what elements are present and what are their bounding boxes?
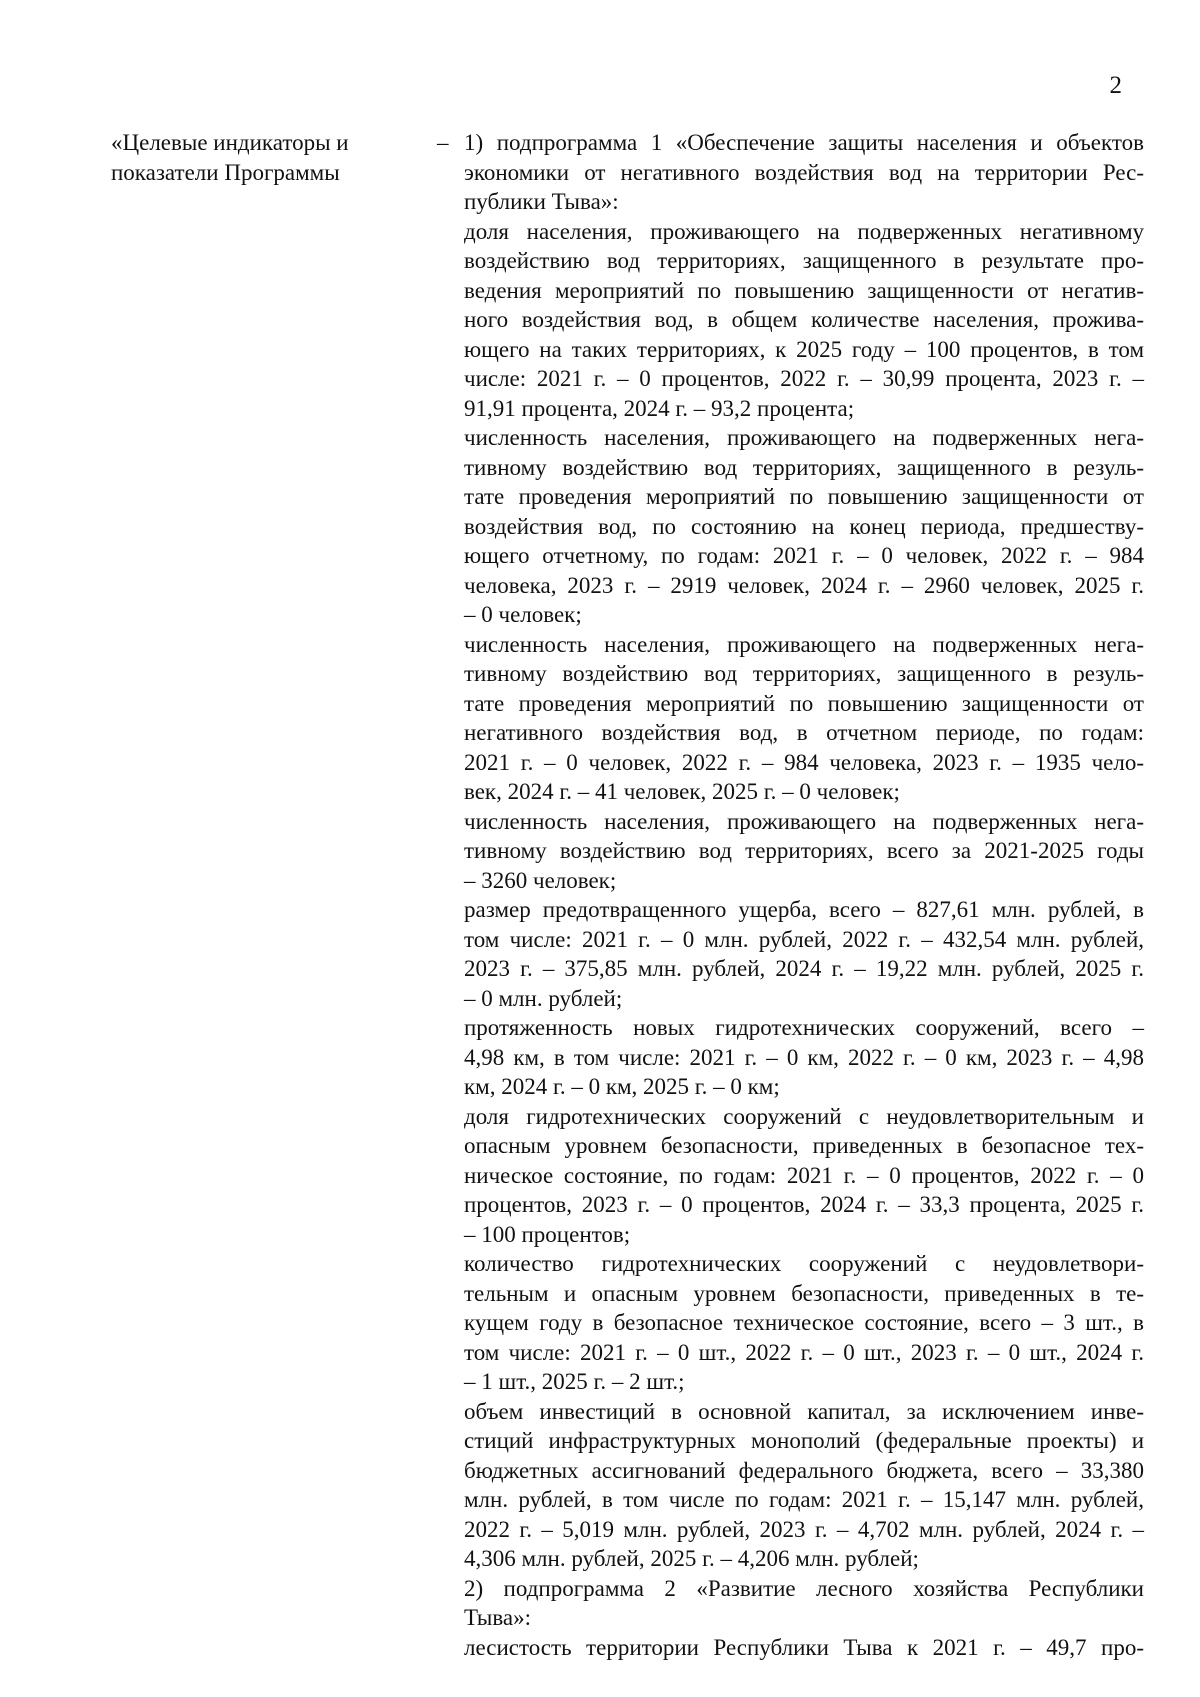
text-line: – 100 процентов; (464, 1221, 631, 1247)
text-line: 2) подпрограмма 2 «Развитие лесного хозяйства Республики (464, 1575, 1144, 1601)
text-line: воздействию вод территориях, защищенного в результате про- (464, 248, 1144, 273)
text-line: воздействия вод, по состоянию на конец периода, предшеству- (464, 513, 1144, 539)
text-line: век, 2024 г. – 41 человек, 2025 г. – 0 человек; (464, 779, 900, 804)
text-line: протяженность новых гидротехнических сооружений, всего – (464, 1015, 1144, 1040)
section-label-line: «Целевые индикаторы и (111, 130, 349, 155)
text-line: численность населения, проживающего на подверженных нега- (464, 808, 1144, 834)
text-line: количество гидротехнических сооружений с неудовлетвори- (464, 1251, 1144, 1276)
text-line: процентов, 2023 г. – 0 процентов, 2024 г. – 33,3 процента, 2025 г. (464, 1192, 1144, 1217)
text-line: доля населения, проживающего на подверженных негативному (464, 218, 1144, 244)
text-line: кущем году в безопасное техническое состояние, всего – 3 шт., в (464, 1310, 1144, 1335)
text-line: бюджетных ассигнований федерального бюджета, всего – 33,380 (464, 1457, 1144, 1483)
text-line: опасным уровнем безопасности, приведенных в безопасное тех- (464, 1133, 1144, 1158)
text-line: тате проведения мероприятий по повышению защищенности от (464, 690, 1144, 716)
text-line: числе: 2021 г. – 0 процентов, 2022 г. – 30,99 процента, 2023 г. – (464, 366, 1144, 391)
text-line: Тыва»: (464, 1605, 532, 1630)
text-line: том числе: 2021 г. – 0 шт., 2022 г. – 0 шт., 2023 г. – 0 шт., 2024 г. (464, 1339, 1144, 1365)
text-line: тате проведения мероприятий по повышению защищенности от (464, 484, 1144, 509)
text-line: 1) подпрограмма 1 «Обеспечение защиты населения и объектов (464, 130, 1144, 155)
text-line: тивному воздействию вод территориях, защищенного в резуль- (464, 661, 1144, 686)
section-label-line: показатели Программы (111, 159, 340, 185)
text-line: 91,91 процента, 2024 г. – 93,2 процента; (464, 395, 855, 421)
text-line: млн. рублей, в том числе по годам: 2021 г. – 15,147 млн. рублей, (464, 1487, 1144, 1512)
text-line: публики Тыва»: (464, 189, 619, 214)
text-line: тивному воздействию вод территориях, всего за 2021-2025 годы (464, 838, 1144, 863)
text-line: негативного воздействия вод, в отчетном периоде, по годам: (464, 720, 1144, 745)
text-line: 2021 г. – 0 человек, 2022 г. – 984 человека, 2023 г. – 1935 чело- (464, 749, 1144, 775)
text-line: – 0 человек; (464, 602, 582, 627)
text-line: ющего отчетному, по годам: 2021 г. – 0 человек, 2022 г. – 984 (464, 543, 1144, 568)
indicator-text-block (464, 128, 1144, 1662)
page-number: 2 (1109, 72, 1122, 99)
text-line: численность населения, проживающего на подверженных нега- (464, 631, 1144, 657)
text-line: тивному воздействию вод территориях, защищенного в резуль- (464, 454, 1144, 480)
text-line: численность населения, проживающего на подверженных нега- (464, 425, 1144, 450)
text-line: том числе: 2021 г. – 0 млн. рублей, 2022 г. – 432,54 млн. рублей, (464, 926, 1144, 952)
text-line: – 3260 человек; (464, 867, 617, 893)
text-line: стиций инфраструктурных монополий (федеральные проекты) и (464, 1428, 1144, 1453)
text-line: ющего на таких территориях, к 2025 году – 100 процентов, в том (464, 336, 1144, 362)
text-line: ническое состояние, по годам: 2021 г. – 0 процентов, 2022 г. – 0 (464, 1162, 1144, 1188)
section-label (111, 128, 411, 187)
text-line: размер предотвращенного ущерба, всего – 827,61 млн. рублей, в (464, 897, 1144, 922)
text-line: 2022 г. – 5,019 млн. рублей, 2023 г. – 4,702 млн. рублей, 2024 г. – (464, 1516, 1144, 1542)
text-line: 4,98 км, в том числе: 2021 г. – 0 км, 2022 г. – 0 км, 2023 г. – 4,98 (464, 1044, 1144, 1070)
list-dash: – (437, 130, 449, 155)
text-line: 2023 г. – 375,85 млн. рублей, 2024 г. – 19,22 млн. рублей, 2025 г. (464, 956, 1144, 981)
text-line: – 1 шт., 2025 г. – 2 шт.; (464, 1369, 685, 1394)
text-line: ведения мероприятий по повышению защищенности от негатив- (464, 277, 1144, 303)
text-line: – 0 млн. рублей; (464, 985, 623, 1011)
text-line: человека, 2023 г. – 2919 человек, 2024 г. – 2960 человек, 2025 г. (464, 572, 1144, 598)
text-line: 4,306 млн. рублей, 2025 г. – 4,206 млн. рублей; (464, 1546, 919, 1571)
text-line: ного воздействия вод, в общем количестве населения, прожива- (464, 307, 1144, 332)
text-line: км, 2024 г. – 0 км, 2025 г. – 0 км; (464, 1074, 780, 1099)
text-line: тельным и опасным уровнем безопасности, приведенных в те- (464, 1280, 1144, 1306)
text-line: лесистость территории Республики Тыва к 2021 г. – 49,7 про- (464, 1634, 1144, 1660)
text-line: экономики от негативного воздействия вод на территории Рес- (464, 159, 1144, 185)
text-line: объем инвестиций в основной капитал, за исключением инве- (464, 1398, 1144, 1424)
text-line: доля гидротехнических сооружений с неудовлетворительным и (464, 1103, 1144, 1129)
